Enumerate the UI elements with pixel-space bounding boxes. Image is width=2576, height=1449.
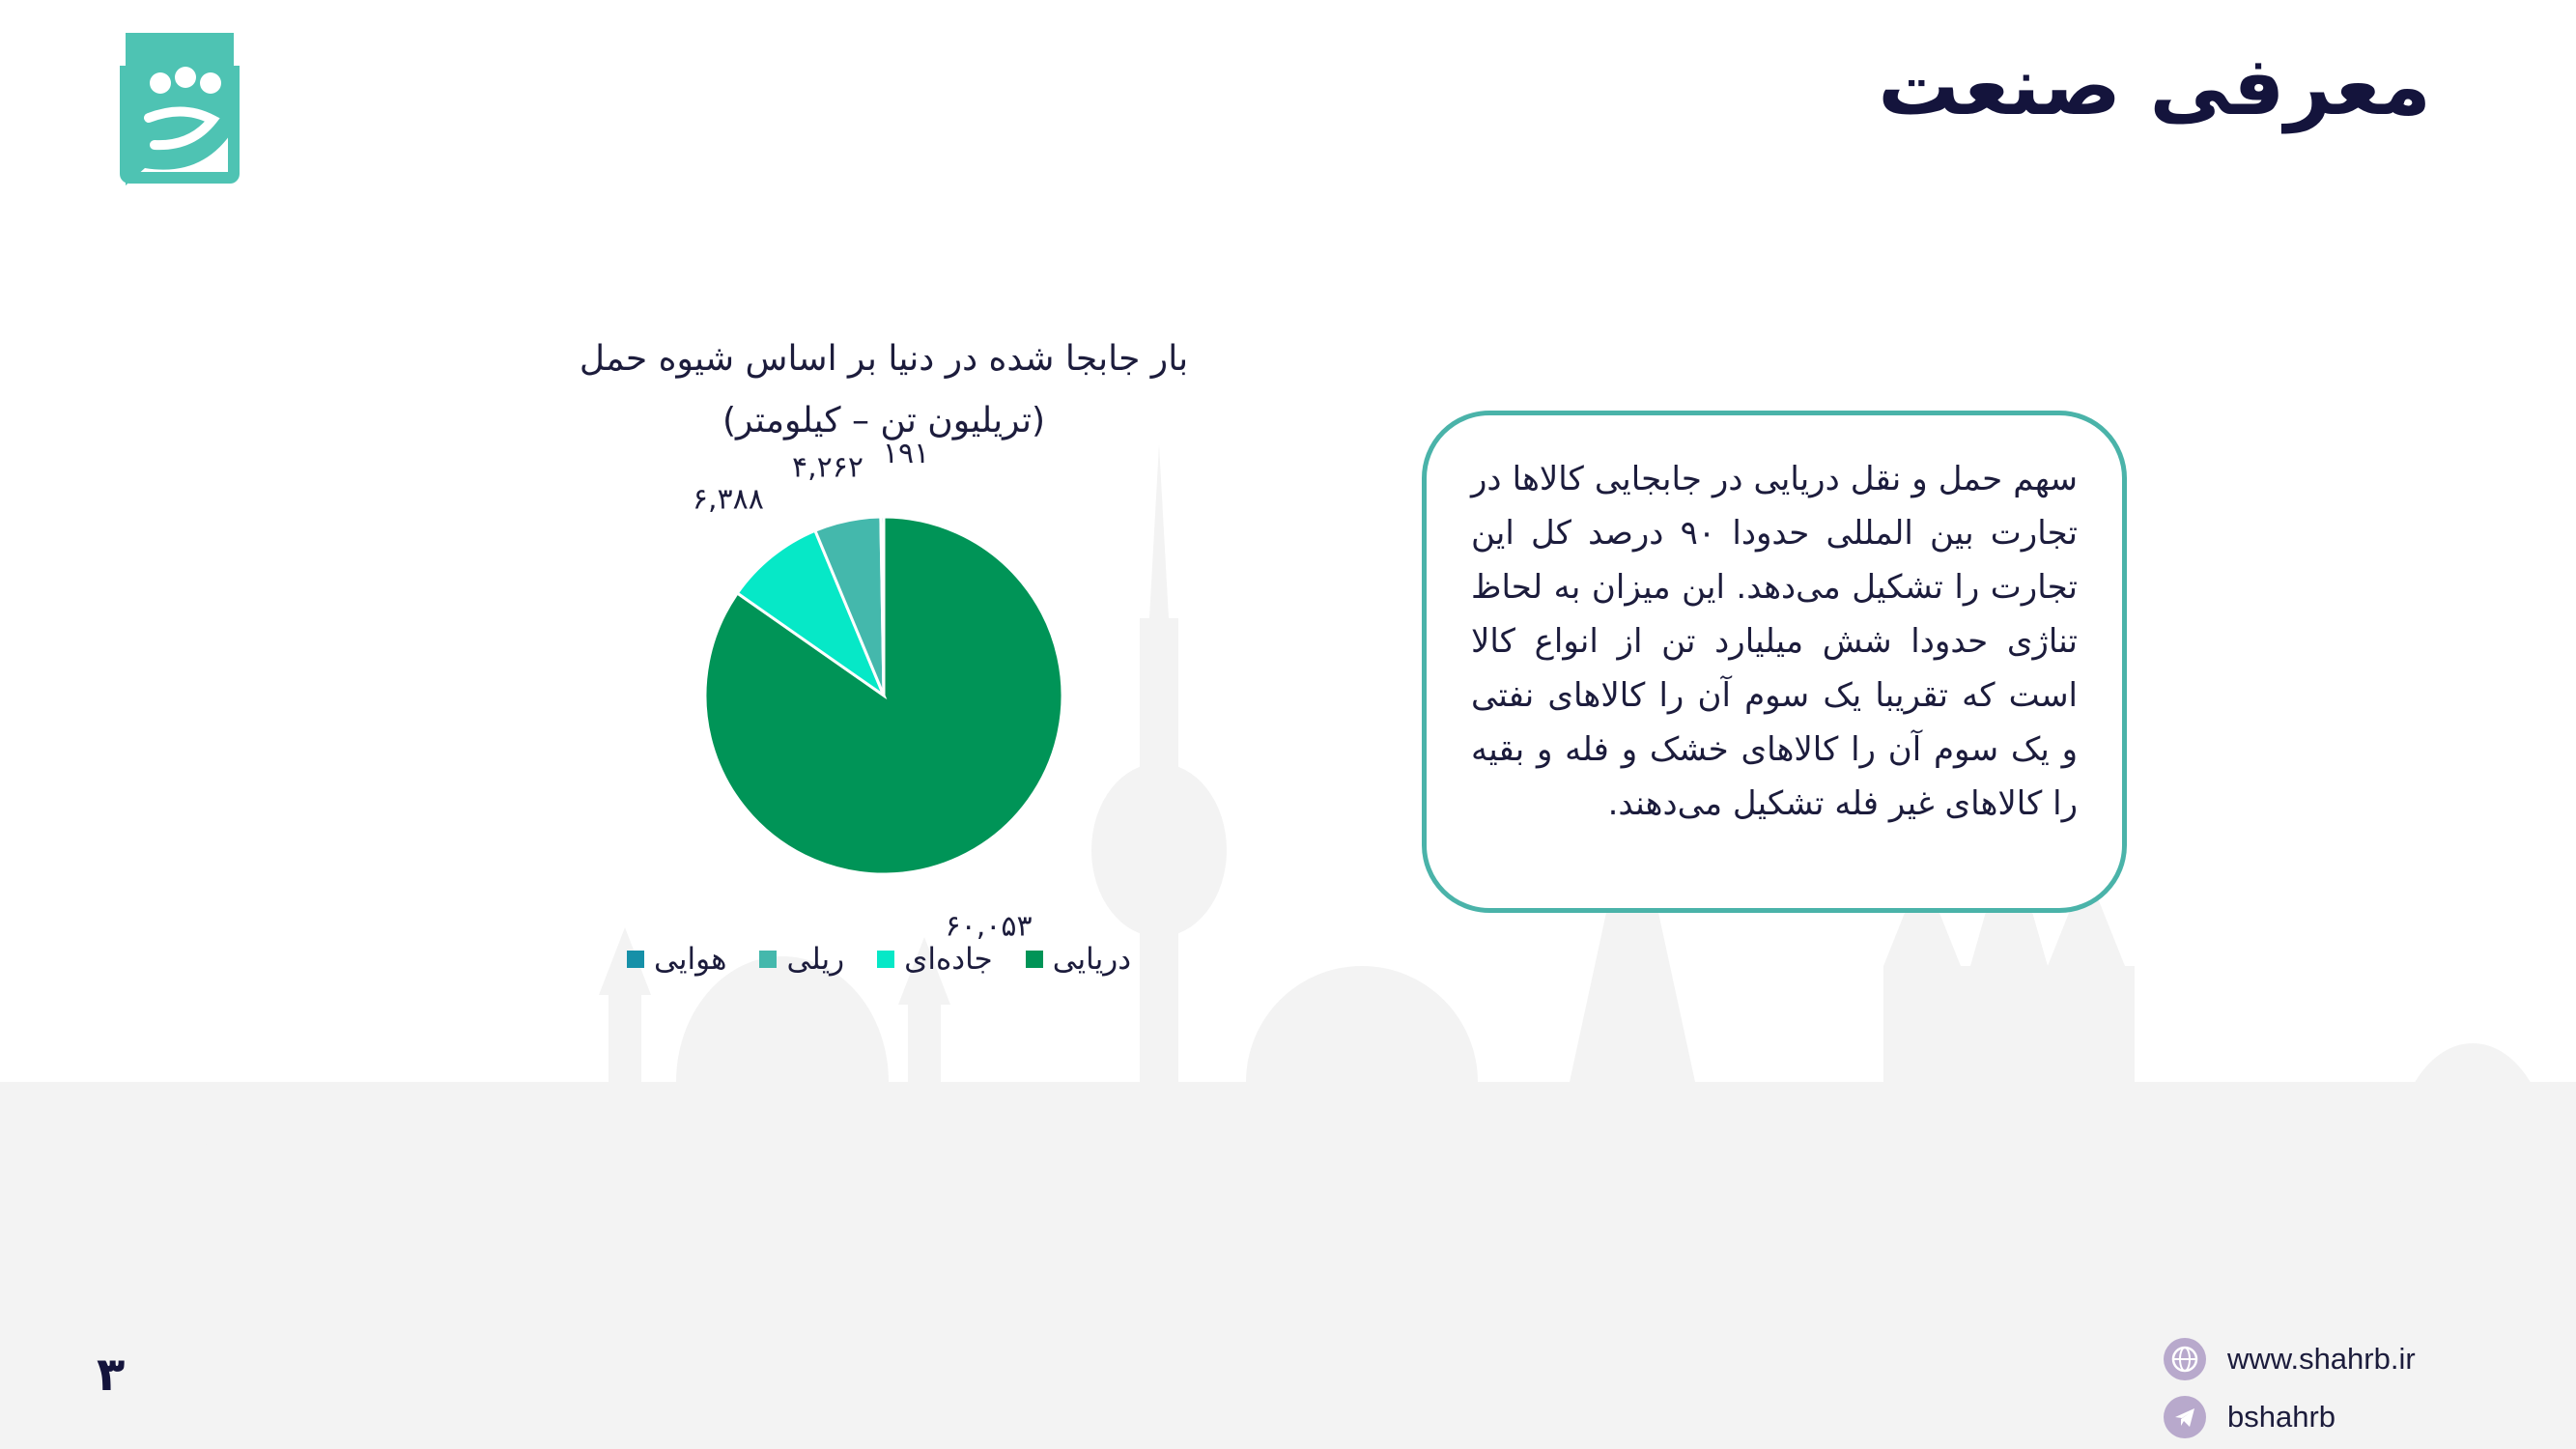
telegram-text: bshahrb bbox=[2227, 1400, 2336, 1434]
legend-swatch bbox=[877, 951, 894, 968]
legend-item-4 bbox=[627, 942, 726, 977]
data-label-1: ۶۰,۰۵۳ bbox=[945, 909, 1033, 944]
telegram-link[interactable] bbox=[2164, 1396, 2335, 1438]
legend-item-1 bbox=[1026, 942, 1131, 977]
legend-item-3 bbox=[759, 942, 844, 977]
chart-title: بار جابجا شده در دنیا بر اساس شیوه حمل bbox=[579, 339, 1189, 379]
legend-swatch bbox=[627, 951, 644, 968]
chart-subtitle: (تریلیون تن – کیلومتر) bbox=[722, 401, 1046, 440]
legend-label: هوایی bbox=[653, 942, 727, 977]
info-text: سهم حمل و نقل دریایی در جابجایی کالاها در تجارت بین المللی حدودا ۹۰ درصد کل این تجارت را تشکیل می‌دهد. این میزان به لحاظ تناژی حدودا شش میلیارد تن از انواع کالا است که تقریبا یک سوم آن را کالاهای نفتی و یک سوم آن را کالاهای خشک و فله و بقیه را کالاهای غیر فله تشکیل می‌دهند. bbox=[1471, 460, 2078, 823]
telegram-icon bbox=[2164, 1396, 2206, 1438]
data-label-3: ۴,۲۶۲ bbox=[792, 450, 864, 485]
legend-label: جاده‌ای bbox=[904, 942, 993, 977]
page-number: ۳ bbox=[97, 1348, 126, 1402]
page-title: معرفی صنعت bbox=[1878, 39, 2431, 133]
globe-icon bbox=[2164, 1338, 2206, 1380]
legend-swatch bbox=[759, 951, 777, 968]
legend-item-2 bbox=[877, 942, 993, 977]
pie-chart bbox=[580, 437, 1178, 944]
website-text: www.shahrb.ir bbox=[2227, 1342, 2416, 1376]
brand-logo bbox=[116, 23, 251, 197]
chart-legend bbox=[580, 942, 1178, 977]
info-box bbox=[1422, 411, 2127, 913]
city-skyline-background bbox=[0, 541, 2576, 1449]
legend-swatch bbox=[1026, 951, 1043, 968]
legend-label: دریایی bbox=[1052, 942, 1132, 977]
legend-label: ریلی bbox=[786, 942, 845, 977]
data-label-2: ۶,۳۸۸ bbox=[692, 482, 764, 517]
chart-title-block bbox=[541, 328, 1227, 452]
website-link[interactable] bbox=[2164, 1338, 2416, 1380]
data-label-4: ۱۹۱ bbox=[882, 437, 930, 471]
